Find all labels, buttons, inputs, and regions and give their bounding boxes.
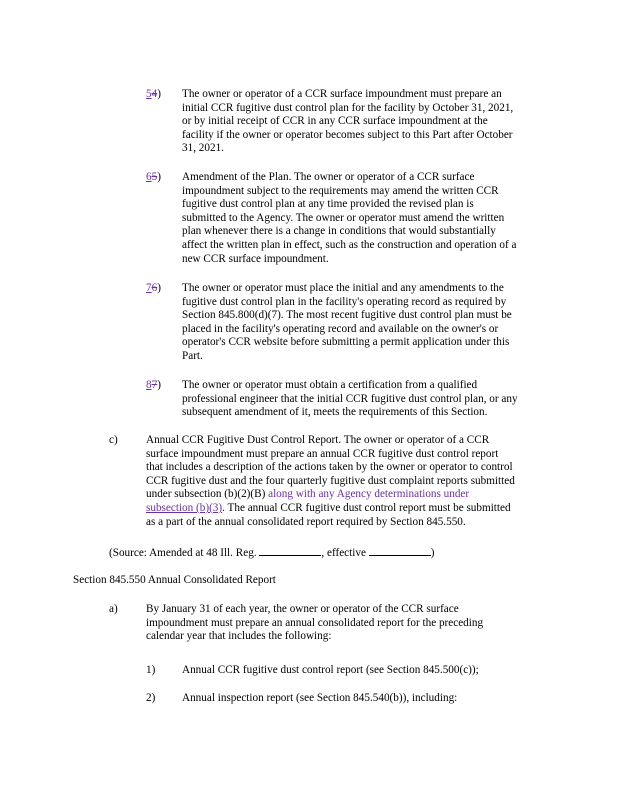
item-number — [146, 88, 176, 102]
blank-line — [369, 545, 431, 556]
text-line — [146, 502, 515, 516]
text-line: impoundment must prepare an annual consolidated report for the preceding — [146, 616, 484, 629]
text-line: By January 31 of each year, the owner or operator of the CCR surface — [146, 603, 459, 615]
deleted-number: 5 — [151, 171, 158, 183]
inserted-text: along with any Agency determinations under — [268, 488, 470, 501]
text-line: or by initial receipt of CCR in any CCR surface impoundment at the — [182, 115, 488, 128]
subsection-label: a) — [109, 603, 118, 615]
text-line: fugitive dust control plan in the facility's operating record as required by — [182, 295, 507, 308]
blank-line — [259, 545, 321, 556]
number-paren: ) — [157, 379, 161, 391]
new-number: 5 — [146, 88, 152, 100]
item-number — [146, 171, 176, 185]
text-line: placed in the facility's operating record and available on the owner's or — [182, 322, 499, 335]
list-item-text: Annual inspection report (see Section 845.540(b)), including: — [182, 692, 458, 704]
text-line: surface impoundment must prepare an annual CCR fugitive dust control report — [146, 447, 499, 460]
item-number — [146, 379, 176, 393]
text-line: plan whenever there is a change in conditions that would substantially — [182, 225, 496, 238]
number-paren: ) — [157, 171, 161, 183]
text-line: The owner or operator must place the initial and any amendments to the — [182, 282, 504, 294]
list-item-label: 2) — [146, 692, 156, 704]
text-line: as a part of the annual consolidated report required by Section 845.550. — [146, 515, 466, 528]
text-line: Part. — [182, 349, 203, 362]
text-line: subsequent amendment of it, meets the requirements of this Section. — [182, 406, 488, 419]
text-line: initial CCR fugitive dust control plan for the facility by October 31, 2021, — [182, 101, 514, 114]
list-item-label: 1) — [146, 664, 156, 676]
deleted-number: 7 — [151, 379, 158, 391]
source-prefix: (Source: Amended at 48 Ill. Reg. — [109, 547, 260, 559]
plain-text: under subsection (b)(2)(B) — [146, 488, 269, 501]
inserted-text: subsection (b)(3) — [146, 501, 223, 514]
source-note — [109, 545, 434, 561]
text-line — [146, 488, 515, 502]
item-text — [182, 379, 518, 420]
new-number: 7 — [146, 282, 152, 294]
item-number — [146, 282, 176, 296]
new-number: 6 — [146, 171, 152, 183]
text-line: new CCR surface impoundment. — [182, 252, 329, 265]
text-line: fugitive dust control plan at any time provided the revised plan is — [182, 198, 474, 211]
list-item-text: Annual CCR fugitive dust control report (see Section 845.500(c)); — [182, 664, 479, 676]
number-paren: ) — [157, 88, 161, 100]
text-line: operator's CCR website before submitting a permit application under this — [182, 336, 510, 349]
number-paren: ) — [157, 282, 161, 294]
deleted-number: 4 — [151, 88, 158, 100]
text-line: The owner or operator of a CCR surface impoundment must prepare an — [182, 88, 502, 100]
section-heading: Section 845.550 Annual Consolidated Report — [73, 574, 276, 586]
new-number: 8 — [146, 379, 152, 391]
deleted-number: 6 — [151, 282, 158, 294]
text-line: Annual CCR Fugitive Dust Control Report. The owner or operator of a CCR — [146, 434, 490, 446]
text-line: facility if the owner or operator becomes subject to this Part after October — [182, 128, 513, 141]
text-line: The owner or operator must obtain a certification from a qualified — [182, 379, 478, 391]
text-line: that includes a description of the actions taken by the owner or operator to control — [146, 461, 513, 474]
text-line: Amendment of the Plan. The owner or operator of a CCR surface — [182, 171, 475, 183]
item-text — [182, 88, 513, 156]
text-line: submitted to the Agency. The owner or operator must amend the written — [182, 211, 505, 224]
source-suffix: ) — [430, 547, 435, 559]
text-line: calendar year that includes the following: — [146, 630, 332, 643]
plain-text: . The annual CCR fugitive dust control report must be submitted — [222, 501, 511, 514]
item-text — [182, 282, 512, 364]
source-middle: , effective — [321, 547, 369, 559]
text-line: 31, 2021. — [182, 142, 224, 155]
text-line: affect the written plan in effect, such as the construction and operation of a — [182, 238, 517, 251]
subsection-text — [146, 434, 515, 529]
text-line: CCR fugitive dust and the four quarterly fugitive dust complaint reports submitted — [146, 474, 515, 487]
text-line: impoundment subject to the requirements may amend the written CCR — [182, 184, 499, 197]
subsection-label: c) — [109, 434, 118, 446]
item-text — [182, 171, 516, 266]
text-line: Section 845.800(d)(7). The most recent fugitive dust control plan must be — [182, 309, 512, 322]
text-line: professional engineer that the initial CCR fugitive dust control plan, or any — [182, 392, 518, 405]
subsection-text — [146, 603, 483, 644]
